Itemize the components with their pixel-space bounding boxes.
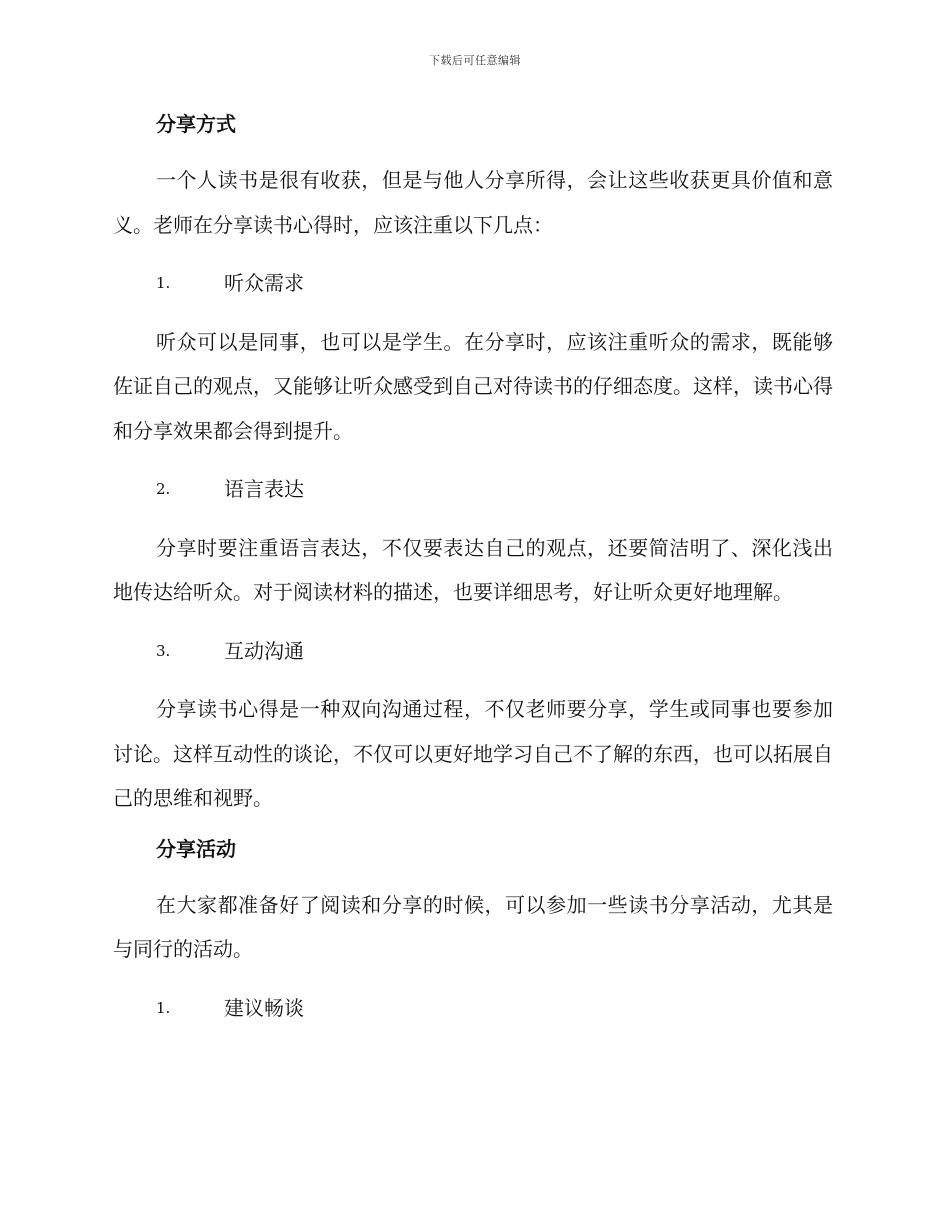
section-heading: 分享方式 [156,112,236,136]
page-header: 下载后可任意编辑 [429,54,521,67]
section-intro: 一个人读书是很有收获，但是与他人分享所得，会让这些收获更具价值和意义。老师在分享读书心得时，应该注重以下几点： [113,168,833,237]
list-item-number: 2. [156,480,171,498]
list-item-text: 分享读书心得是一种双向沟通过程，不仅老师要分享，学生或同事也要参加讨论。这样互动性的谈论，不仅可以更好地学习自己不了解的东西，也可以拓展自己的思维和视野。 [113,697,833,810]
section-heading: 分享活动 [156,836,236,861]
list-item [113,629,833,674]
list-item-label: 建议畅谈 [224,995,304,1020]
list-item-label: 语言表达 [224,477,304,501]
list-item-number: 1. [156,274,171,292]
list-item [113,986,833,1031]
list-item [113,261,833,306]
document-body [113,110,833,1044]
list-item-label: 互动沟通 [224,638,304,663]
list-item [113,467,833,512]
list-item-number: 3. [156,641,171,660]
section-intro: 在大家都准备好了阅读和分享的时候，可以参加一些读书分享活动，尤其是与同行的活动。 [113,892,833,961]
list-item-label: 听众需求 [224,271,304,295]
list-item-text: 听众可以是同事，也可以是学生。在分享时，应该注重听众的需求，既能够佐证自己的观点，又能够让听众感受到自己对待读书的仔细态度。这样，读书心得和分享效果都会得到提升。 [113,329,833,443]
list-item-text: 分享时要注重语言表达，不仅要表达自己的观点，还要简洁明了、深化浅出地传达给听众。对于阅读材料的描述，也要详细思考，好让听众更好地理解。 [113,535,833,604]
list-item-number: 1. [156,998,171,1017]
